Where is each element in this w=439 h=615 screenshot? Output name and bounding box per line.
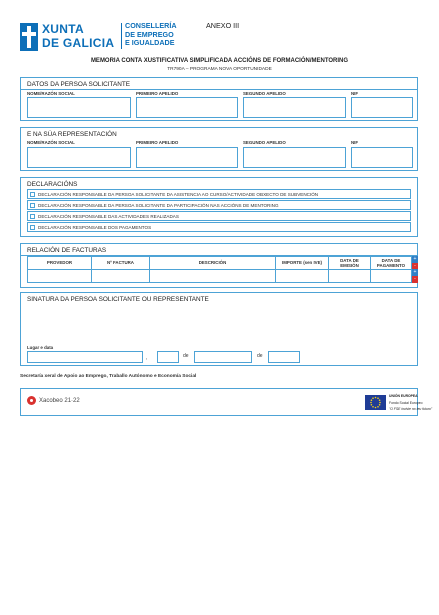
eu-slogan: "O FSE inviste no teu futuro" xyxy=(389,407,433,411)
declaration-text: DECLARACIÓN RESPONSABLE DA PERSOA SOLICITANTE DA PARTICIPACIÓN NAS ACCIÓNS DE MENTORING xyxy=(38,202,279,208)
section-title: SINATURA DA PERSOA SOLICITANTE OU REPRESENTANTE xyxy=(27,296,209,303)
consellaria-name xyxy=(125,22,177,48)
logo-divider xyxy=(121,23,122,49)
add-row-button[interactable]: + xyxy=(413,256,417,262)
column-header-payment-date xyxy=(370,256,412,270)
logo-line-1: XUNTA xyxy=(42,22,84,36)
section-title: DATOS DA PERSOA SOLICITANTE xyxy=(27,81,130,88)
issue-date-input[interactable] xyxy=(328,269,371,283)
invoice-number-input[interactable] xyxy=(91,269,150,283)
declaration-row[interactable] xyxy=(27,200,411,210)
column-header-invoice-number xyxy=(91,256,150,270)
document-title: MEMORIA CONTA XUSTIFICATIVA SIMPLIFICADA ACCIÓNS DE FORMACIÓN/MENTORING xyxy=(90,58,349,64)
applicant-nif-input[interactable] xyxy=(351,97,413,118)
declaration-checkbox[interactable] xyxy=(30,203,35,208)
xunta-cross-icon xyxy=(20,23,38,51)
de-separator: de xyxy=(183,353,189,359)
invoices-section xyxy=(20,243,418,288)
representative-nif-input[interactable] xyxy=(351,147,413,168)
description-input[interactable] xyxy=(149,269,276,283)
applicant-second-surname-input[interactable] xyxy=(243,97,346,118)
declaration-text: DECLARACIÓN RESPONSABLE DAS ACTIVIDADES REALIZADAS xyxy=(38,213,179,219)
representative-name-input[interactable] xyxy=(27,147,131,168)
column-header-description xyxy=(149,256,276,270)
section-title: DECLARACIÓNS xyxy=(27,181,78,188)
eu-label: UNIÓN EUROPEA xyxy=(389,394,418,398)
consellaria-line-3: E IGUALDADE xyxy=(125,38,175,48)
year-input[interactable] xyxy=(268,351,300,363)
applicant-name-input[interactable] xyxy=(27,97,131,118)
signature-section xyxy=(20,292,418,366)
column-header-text: IMPORTE (sen IVE) xyxy=(281,260,322,266)
month-input[interactable] xyxy=(194,351,252,363)
representative-first-surname-input[interactable] xyxy=(136,147,238,168)
field-label: SEGUNDO APELIDO xyxy=(243,91,286,96)
declaration-checkbox[interactable] xyxy=(30,225,35,230)
declaration-text: DECLARACIÓN RESPONSABLE DOS PAGAMENTOS xyxy=(38,224,152,230)
field-label: NOME/RAZÓN SOCIAL xyxy=(27,91,75,96)
field-label: SEGUNDO APELIDO xyxy=(243,140,286,145)
xacobeo-logo xyxy=(27,396,80,405)
field-label: NOME/RAZÓN SOCIAL xyxy=(27,140,75,145)
section-divider xyxy=(21,89,417,90)
declaration-row[interactable] xyxy=(27,222,411,232)
column-header-amount xyxy=(275,256,329,270)
applicant-section xyxy=(20,77,418,121)
section-title: E NA SÚA REPRESENTACIÓN xyxy=(27,131,117,138)
column-header-text: PROVEDOR xyxy=(46,260,73,266)
column-header-text: DESCRICIÓN xyxy=(198,260,227,266)
declaration-checkbox[interactable] xyxy=(30,192,35,197)
consellaria-line-2: DE EMPREGO xyxy=(125,29,174,39)
applicant-first-surname-input[interactable] xyxy=(136,97,238,118)
payment-date-input[interactable] xyxy=(370,269,412,283)
footer-logos xyxy=(20,388,433,416)
eu-fund-label: Fondo Social Europeo xyxy=(389,401,423,405)
column-header-text: DATA DE EMISIÓN xyxy=(340,257,359,268)
field-label: NIF xyxy=(351,140,359,145)
xacobeo-icon xyxy=(27,396,36,405)
xacobeo-text: Xacobeo 21·22 xyxy=(39,397,80,404)
declaration-text: DECLARACIÓN RESPONSABLE DA PERSOA SOLICITANTE DA ASISTENCIA AO CURSO/ACTIVIDADE OBXECTO DE SUBVENCIÓN xyxy=(38,191,319,197)
document-subtitle: TR790A – PROGRAMA NOVA OPORTUNIDADE xyxy=(167,67,272,72)
logo-line-2: DE GALICIA xyxy=(42,36,115,50)
declaration-row[interactable] xyxy=(27,189,411,199)
column-header-issue-date xyxy=(328,256,371,270)
day-input[interactable] xyxy=(157,351,179,363)
place-date-label: Lugar e data xyxy=(27,345,54,350)
amount-input[interactable] xyxy=(275,269,329,283)
de-separator: de xyxy=(257,353,263,359)
remove-row-button[interactable]: - xyxy=(412,276,418,283)
declaration-checkbox[interactable] xyxy=(30,214,35,219)
column-header-text: Nº FACTURA xyxy=(107,260,134,266)
remove-row-button[interactable]: - xyxy=(412,263,418,270)
section-title: RELACIÓN DE FACTURAS xyxy=(27,247,107,254)
annex-label: ANEXO III xyxy=(206,21,240,30)
xunta-de-galicia-logo xyxy=(20,22,118,52)
comma-separator: , xyxy=(146,355,148,361)
representative-second-surname-input[interactable] xyxy=(243,147,346,168)
place-input[interactable] xyxy=(27,351,143,363)
declarations-section xyxy=(20,177,418,237)
eu-flag-icon xyxy=(365,395,386,410)
field-label: NIF xyxy=(351,91,359,96)
secretaria-label: Secretaría xeral de Apoio ao Emprego, Traballo Autónomo e Economía Social xyxy=(20,374,197,379)
column-header-text: DATA DE PAGAMENTO xyxy=(376,257,406,268)
consellaria-line-1: CONSELLERÍA xyxy=(125,21,177,30)
declaration-row[interactable] xyxy=(27,211,411,221)
field-label: PRIMEIRO APELIDO xyxy=(136,91,179,96)
provider-input[interactable] xyxy=(27,269,92,283)
field-label: PRIMEIRO APELIDO xyxy=(136,140,179,145)
add-row-button[interactable]: + xyxy=(413,269,417,275)
column-header-provider xyxy=(27,256,92,270)
representation-section xyxy=(20,127,418,171)
